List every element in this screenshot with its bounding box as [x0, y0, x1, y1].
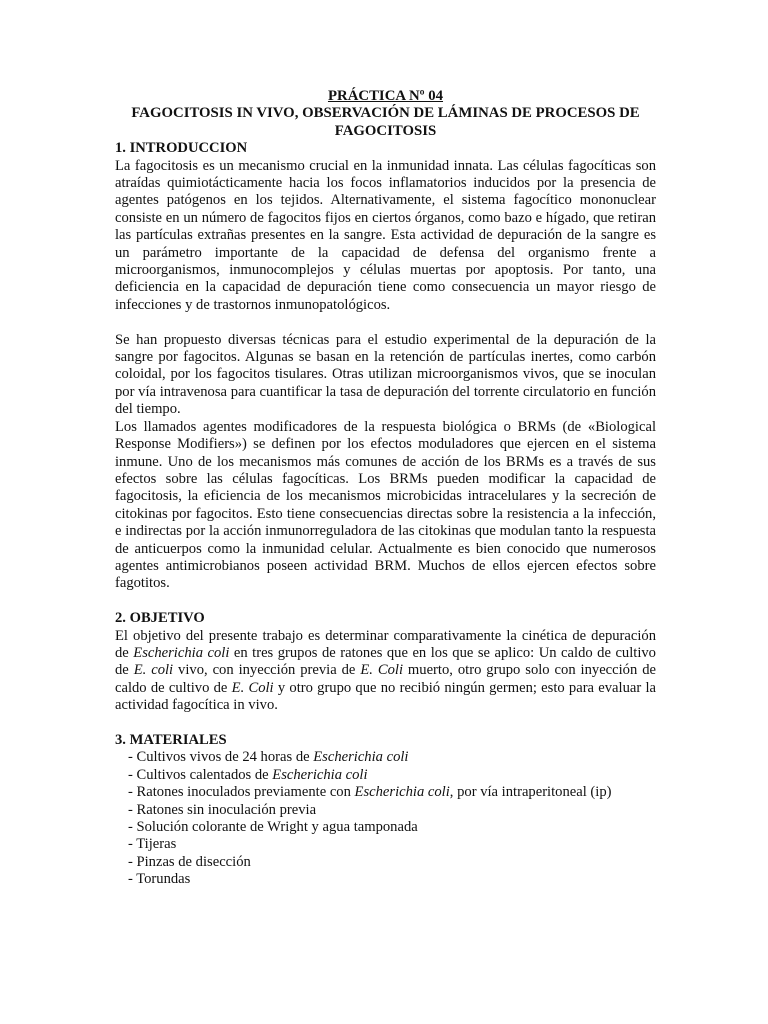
list-item: - Tijeras — [128, 836, 177, 853]
objetivo-text: y otro grupo que no recibió ningún germen; esto para evaluar la actividad fagocítica in vivo. — [115, 679, 656, 714]
list-item: - Cultivos calentados de Escherichia coli — [128, 766, 368, 783]
objetivo-text: El objetivo del presente trabajo es determinar comparativamente la cinética de depuración de — [115, 627, 656, 661]
paragraph-gap — [115, 314, 656, 331]
objetivo-species: E. Coli — [360, 662, 403, 679]
section-heading-objetivo: 2. OBJETIVO — [115, 610, 205, 627]
list-item: - Ratones inoculados previamente con Escherichia coli, por vía intraperitoneal (ip) — [128, 784, 612, 801]
objetivo-text: en tres grupos de ratones que en los que se aplico: Un caldo de cultivo de — [115, 644, 656, 679]
objetivo-species: E. coli — [133, 662, 174, 679]
intro-paragraph-3: Los llamados agentes modificadores de la respuesta biológica o BRMs (de «Biological Response Modifiers») se definen por los efectos moduladores que ejercen en el sistema inmune. Uno de los mecanismos más comunes de acción de los BRMs es a través de sus efectos sobre las células fagocíticas. Los BRMs pueden modificar la capacidad de fagocitosis, la eficiencia de los mecanismos microbicidas intracelulares y la secreción de citokinas por fagocitos. Esto tiene consecuencias directas sobre la resistencia a la infección, e indirectas por la acción inmunorreguladora de las citokinas que modulan tanto la respuesta de anticuerpos como la inmunidad celular. Actualmente es bien conocido que numerosos agentes antimicrobianos poseen actividad BRM. Muchos de ellos ejercen efectos sobre fagotitos. — [115, 418, 656, 592]
page-subtitle-line2: FAGOCITOSIS — [334, 122, 437, 139]
paragraph-gap — [115, 715, 656, 732]
list-item: - Ratones sin inoculación previa — [128, 801, 317, 818]
objetivo-text: muerto, otro grupo solo con inyección de caldo de cultivo de — [115, 662, 656, 696]
list-item: - Torundas — [128, 871, 191, 888]
section-heading-introduccion: 1. INTRODUCCION — [115, 140, 248, 157]
intro-paragraph-1: La fagocitosis es un mecanismo crucial en la inmunidad innata. Las células fagocíticas son atraídas quimiotácticamente hacia los focos inflamatorios inducidos por la presencia de agentes patógenos en los tejidos. Alternativamente, el sistema fagocítico mononuclear consiste en un número de fagocitos fijos en ciertos órganos, como bazo e hígado, que retiran las partículas extrañas presentes en la sangre. Esta actividad de depuración de la sangre es un parámetro importante de la capacidad de defensa del organismo frente a microorganismos, inmunocomplejos y células muertas por apoptosis. Por tanto, una deficiencia en la capacidad de depuración tiene como consecuencia un mayor riesgo de infecciones y de trastornos inmunopatológicos. — [115, 157, 656, 313]
page-subtitle-line1: FAGOCITOSIS IN VIVO, OBSERVACIÓN DE LÁMINAS DE PROCESOS DE — [131, 105, 640, 122]
objetivo-text: vivo, con inyección previa de — [173, 662, 361, 679]
list-item: - Cultivos vivos de 24 horas de Escherichia coli — [128, 749, 409, 766]
list-item: - Pinzas de disección — [128, 853, 251, 870]
objetivo-species: Escherichia coli — [133, 644, 230, 661]
paragraph-gap — [115, 593, 656, 610]
objetivo-paragraph — [115, 628, 656, 715]
section-heading-materiales: 3. MATERIALES — [115, 731, 227, 748]
page-title: PRÁCTICA Nº 04 — [327, 88, 444, 104]
objetivo-species: E. Coli — [231, 679, 274, 696]
list-item: - Solución colorante de Wright y agua tamponada — [128, 819, 418, 836]
materials-list — [115, 749, 656, 888]
intro-paragraph-2: Se han propuesto diversas técnicas para el estudio experimental de la depuración de la sangre por fagocitos. Algunas se basan en la retención de partículas inertes, como carbón coloidal, por los fagocitos tisulares. Otras utilizan microorganismos vivos, que se inoculan por vía intravenosa para cuantificar la tasa de depuración del torrente circulatorio en función del tiempo. — [115, 331, 656, 418]
